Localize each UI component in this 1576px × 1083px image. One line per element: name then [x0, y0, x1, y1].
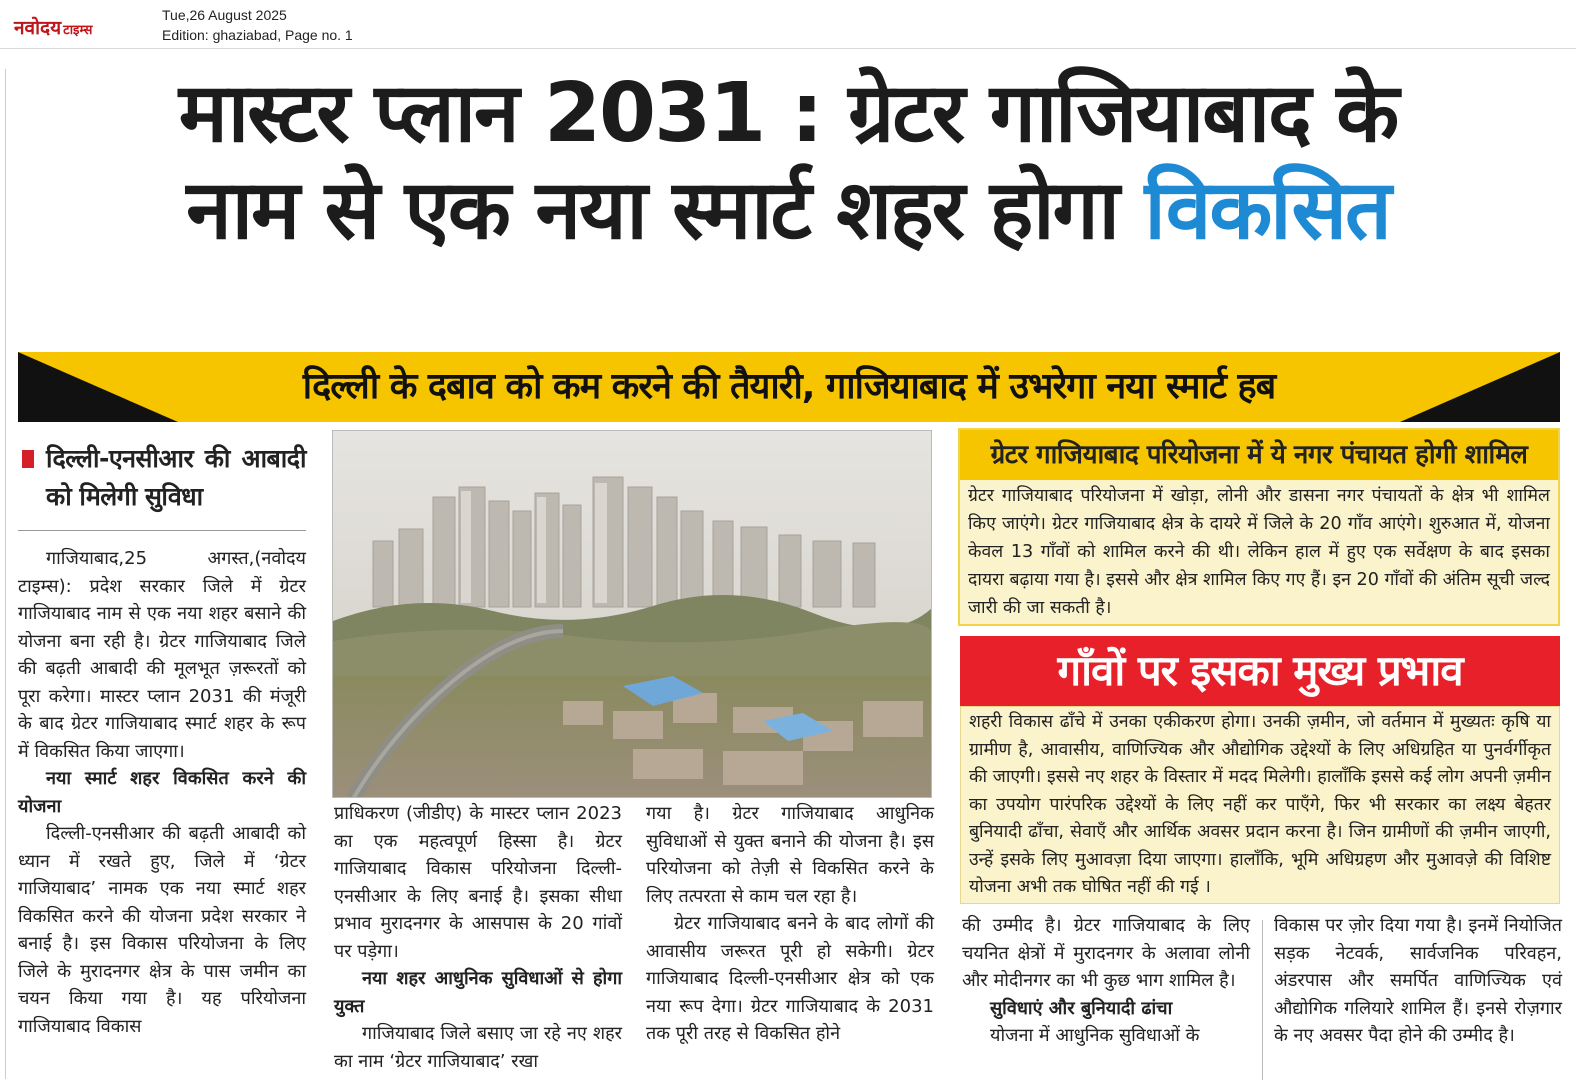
- page-edge: [5, 69, 6, 1079]
- article-subheading: सुविधाएं और बुनियादी ढांचा: [990, 997, 1173, 1019]
- right-column-1: [962, 912, 1250, 1050]
- article-paragraph: की उम्मीद है। ग्रेटर गाजियाबाद के लिए चयनित क्षेत्रों में मुरादनगर के अलावा लोनी और मोदीनगर का भी कुछ भाग शामिल है।: [962, 915, 1250, 991]
- article-paragraph: योजना में आधुनिक सुविधाओं के: [990, 1025, 1200, 1046]
- info-box-heading: ग्रेटर गाजियाबाद परियोजना में ये नगर पंचायत होगी शामिल: [960, 430, 1558, 480]
- column-divider: [1262, 920, 1263, 1080]
- article-subheading: नया शहर आधुनिक सुविधाओं से होगा युक्त: [334, 968, 622, 1017]
- impact-box-body: शहरी विकास ढाँचे में उनका एकीकरण होगा। उनकी ज़मीन, जो वर्तमान में मुख्यतः कृषि या ग्रामीण है, आवासीय, वाणिज्यिक और औद्योगिक उद्देश्यों के लिए अधिग्रहित या पुनर्वर्गीकृत की जाएगी। इससे नए शहर के विस्तार में मदद मिलेगी। हालाँकि इससे कई लोग अपनी ज़मीन का उपयोग पारंपरिक उद्देश्यों के लिए नहीं कर पाएँगे, फिर भी सरकार का लक्ष्य बेहतर बुनियादी ढाँचा, सेवाएँ और आर्थिक अवसर प्रदान करना है। जिन ग्रामीणों की ज़मीन जाएगी, उन्हें इसके लिए मुआवज़ा दिया जाएगा। हालाँकि, भूमि अधिग्रहण और मुआवज़े की विशिष्ट योजना अभी तक घोषित नहीं की गई ।: [960, 706, 1560, 904]
- article-paragraph: विकास पर ज़ोर दिया गया है। इनमें नियोजित सड़क नेटवर्क, सार्वजनिक परिवहन, अंडरपास और समर्पित वाणिज्यिक एवं औद्योगिक गलियारे शामिल हैं। इनसे रोज़गार के नए अवसर पैदा होने की उम्मीद है।: [1274, 915, 1562, 1046]
- bullet-square-icon: [22, 450, 34, 468]
- main-headline: [14, 66, 1562, 258]
- article-paragraph: दिल्ली-एनसीआर की बढ़ती आबादी को ध्यान में रखते हुए, जिले में ‘ग्रेटर गाजियाबाद’ नामक एक नया स्मार्ट शहर विकसित करने की योजना प्रदेश सरकार ने बनाई है। इस विकास परियोजना के लिए जिले के मुरादनगर क्षेत्र के पास जमीन का चयन किया गया है। यह परियोजना गाजियाबाद विकास: [18, 823, 306, 1037]
- middle-column-2: [646, 800, 934, 1048]
- newspaper-logo[interactable]: [14, 14, 92, 40]
- info-box-body: ग्रेटर गाजियाबाद परियोजना में खोड़ा, लोनी और डासना नगर पंचायतों के क्षेत्र भी शामिल किए जाएंगे। ग्रेटर गाजियाबाद क्षेत्र के दायरे में जिले के 20 गाँव आएंगे। शुरुआत में, योजना केवल 13 गाँवों को शामिल करने की थी। लेकिन हाल में हुए एक सर्वेक्षण के बाद इसका दायरा बढ़ाया गया है। इससे और क्षेत्र शामिल किए गए हैं। इन 20 गाँवों की अंतिम सूची जल्द जारी की जा सकती है।: [968, 486, 1550, 618]
- left-column: [18, 440, 306, 1040]
- headline-highlight-word: विकसित: [1144, 163, 1390, 258]
- logo-main: नवोदय: [14, 17, 62, 39]
- article-paragraph: प्राधिकरण (जीडीए) के मास्टर प्लान 2023 का एक महत्वपूर्ण हिस्सा है। ग्रेटर गाजियाबाद विकास परियोजना दिल्ली-एनसीआर के लिए बनाई है। इसका सीधा प्रभाव मुरादनगर के आसपास के 20 गांवों पर पड़ेगा।: [334, 803, 622, 962]
- info-box-panchayat: [958, 428, 1560, 626]
- middle-column-1: [334, 800, 622, 1075]
- skyline-illustration: [333, 431, 932, 798]
- logo-sub: टाइम्स: [63, 23, 93, 38]
- article-paragraph: गाजियाबाद जिले बसाए जा रहे नए शहर का नाम ‘ग्रेटर गाजियाबाद’ रखा: [334, 1023, 622, 1072]
- impact-box-heading: गाँवों पर इसका मुख्य प्रभाव: [960, 636, 1560, 706]
- edition-date: Tue,26 August 2025: [162, 7, 287, 23]
- article-subheading: नया स्मार्ट शहर विकसित करने की योजना: [18, 768, 306, 817]
- headline-line-2-text: नाम से एक नया स्मार्ट शहर होगा: [186, 163, 1118, 258]
- sidebar-heading: [18, 440, 306, 531]
- edition-meta: [162, 5, 353, 45]
- right-column-2: [1274, 912, 1562, 1050]
- epaper-topbar: [0, 0, 1576, 49]
- headline-line-1: मास्टर प्लान 2031 : ग्रेटर गाजियाबाद के: [178, 66, 1398, 161]
- sidebar-heading-text: दिल्ली-एनसीआर की आबादी को मिलेगी सुविधा: [46, 444, 306, 511]
- city-skyline-photo[interactable]: [332, 430, 932, 798]
- headline-line-2: [14, 163, 1562, 258]
- edition-info: Edition: ghaziabad, Page no. 1: [162, 27, 353, 43]
- subheadline: दिल्ली के दबाव को कम करने की तैयारी, गाजियाबाद में उभरेगा नया स्मार्ट हब: [302, 366, 1276, 407]
- subheadline-strip: [18, 352, 1560, 422]
- article-paragraph: ग्रेटर गाजियाबाद बनने के बाद लोगों की आवासीय जरूरत पूरी हो सकेगी। ग्रेटर गाजियाबाद दिल्ली-एनसीआर क्षेत्र को एक नया रूप देगा। ग्रेटर गाजियाबाद के 2031 तक पूरी तरह से विकसित होने: [646, 913, 934, 1044]
- article-paragraph: गया है। ग्रेटर गाजियाबाद आधुनिक सुविधाओं से युक्त बनाने की योजना है। इस परियोजना को तेज़ी से विकसित करने के लिए तत्परता से काम चल रहा है।: [646, 803, 934, 907]
- article-paragraph: गाजियाबाद,25 अगस्त,(नवोदय टाइम्स): प्रदेश सरकार जिले में ग्रेटर गाजियाबाद नाम से एक नया शहर बसाने की योजना बना रही है। ग्रेटर गाजियाबाद जिले की बढ़ती आबादी की मूलभूत ज़रूरतों को पूरा करेगा। मास्टर प्लान 2031 की मंजूरी के बाद ग्रेटर गाजियाबाद स्मार्ट शहर के रूप में विकसित किया जाएगा।: [18, 548, 306, 762]
